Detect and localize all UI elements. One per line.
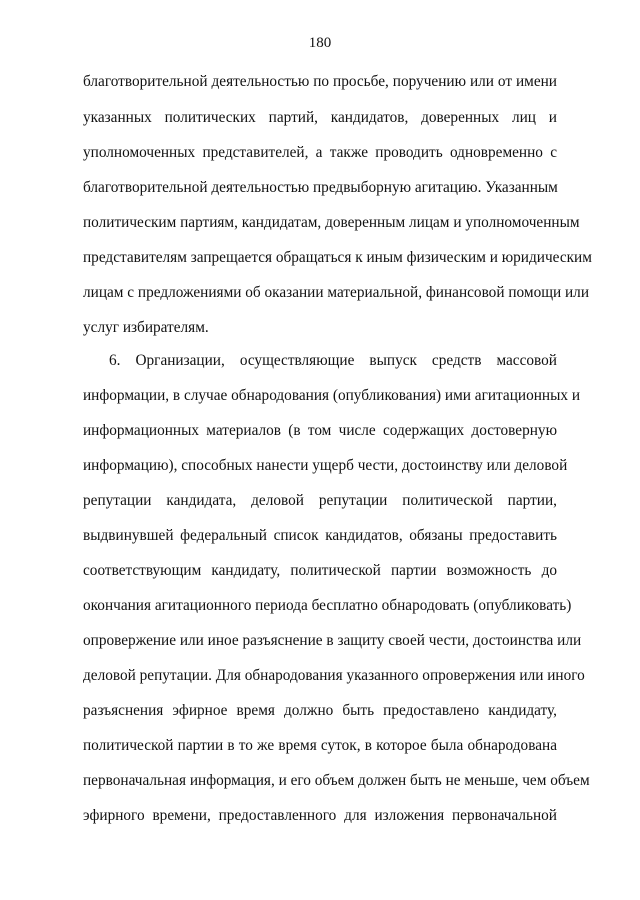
text-line: представителям запрещается обращаться к иным физическим и юридическим xyxy=(83,249,592,266)
text-line: информацию), способных нанести ущерб чести, достоинству или деловой xyxy=(83,457,568,474)
text-line: репутации кандидата, деловой репутации политической партии, xyxy=(83,492,557,509)
text-line: разъяснения эфирное время должно быть предоставлено кандидату, xyxy=(83,702,557,719)
text-line: политическим партиям, кандидатам, доверенным лицам и уполномоченным xyxy=(83,214,580,231)
text-line: услуг избирателям. xyxy=(83,319,209,336)
text-line: указанных политических партий, кандидатов, доверенных лиц и xyxy=(83,109,557,126)
text-line: лицам с предложениями об оказании материальной, финансовой помощи или xyxy=(83,284,590,301)
text-line: благотворительной деятельностью по просьбе, поручению или от имени xyxy=(83,73,557,90)
text-line: политической партии в то же время суток, в которое была обнародована xyxy=(83,737,557,754)
text-line: первоначальная информация, и его объем должен быть не меньше, чем объем xyxy=(83,772,590,789)
text-line: опровержение или иное разъяснение в защиту своей чести, достоинства или xyxy=(83,632,582,649)
text-line: окончания агитационного периода бесплатно обнародовать (опубликовать) xyxy=(83,597,572,614)
text-line: выдвинувшей федеральный список кандидатов, обязаны предоставить xyxy=(83,527,557,544)
text-line: соответствующим кандидату, политической партии возможность до xyxy=(83,562,557,579)
text-line: информационных материалов (в том числе содержащих достоверную xyxy=(83,422,557,439)
page-number: 180 xyxy=(308,35,332,51)
text-line: уполномоченных представителей, а также проводить одновременно с xyxy=(83,144,557,161)
paragraph-first-line: 6. Организации, осуществляющие выпуск средств массовой xyxy=(109,352,557,369)
text-line: информации, в случае обнародования (опубликования) ими агитационных и xyxy=(83,387,581,404)
text-line: деловой репутации. Для обнародования указанного опровержения или иного xyxy=(83,667,585,684)
text-line: эфирного времени, предоставленного для изложения первоначальной xyxy=(83,807,557,824)
text-line: благотворительной деятельностью предвыборную агитацию. Указанным xyxy=(83,179,558,196)
